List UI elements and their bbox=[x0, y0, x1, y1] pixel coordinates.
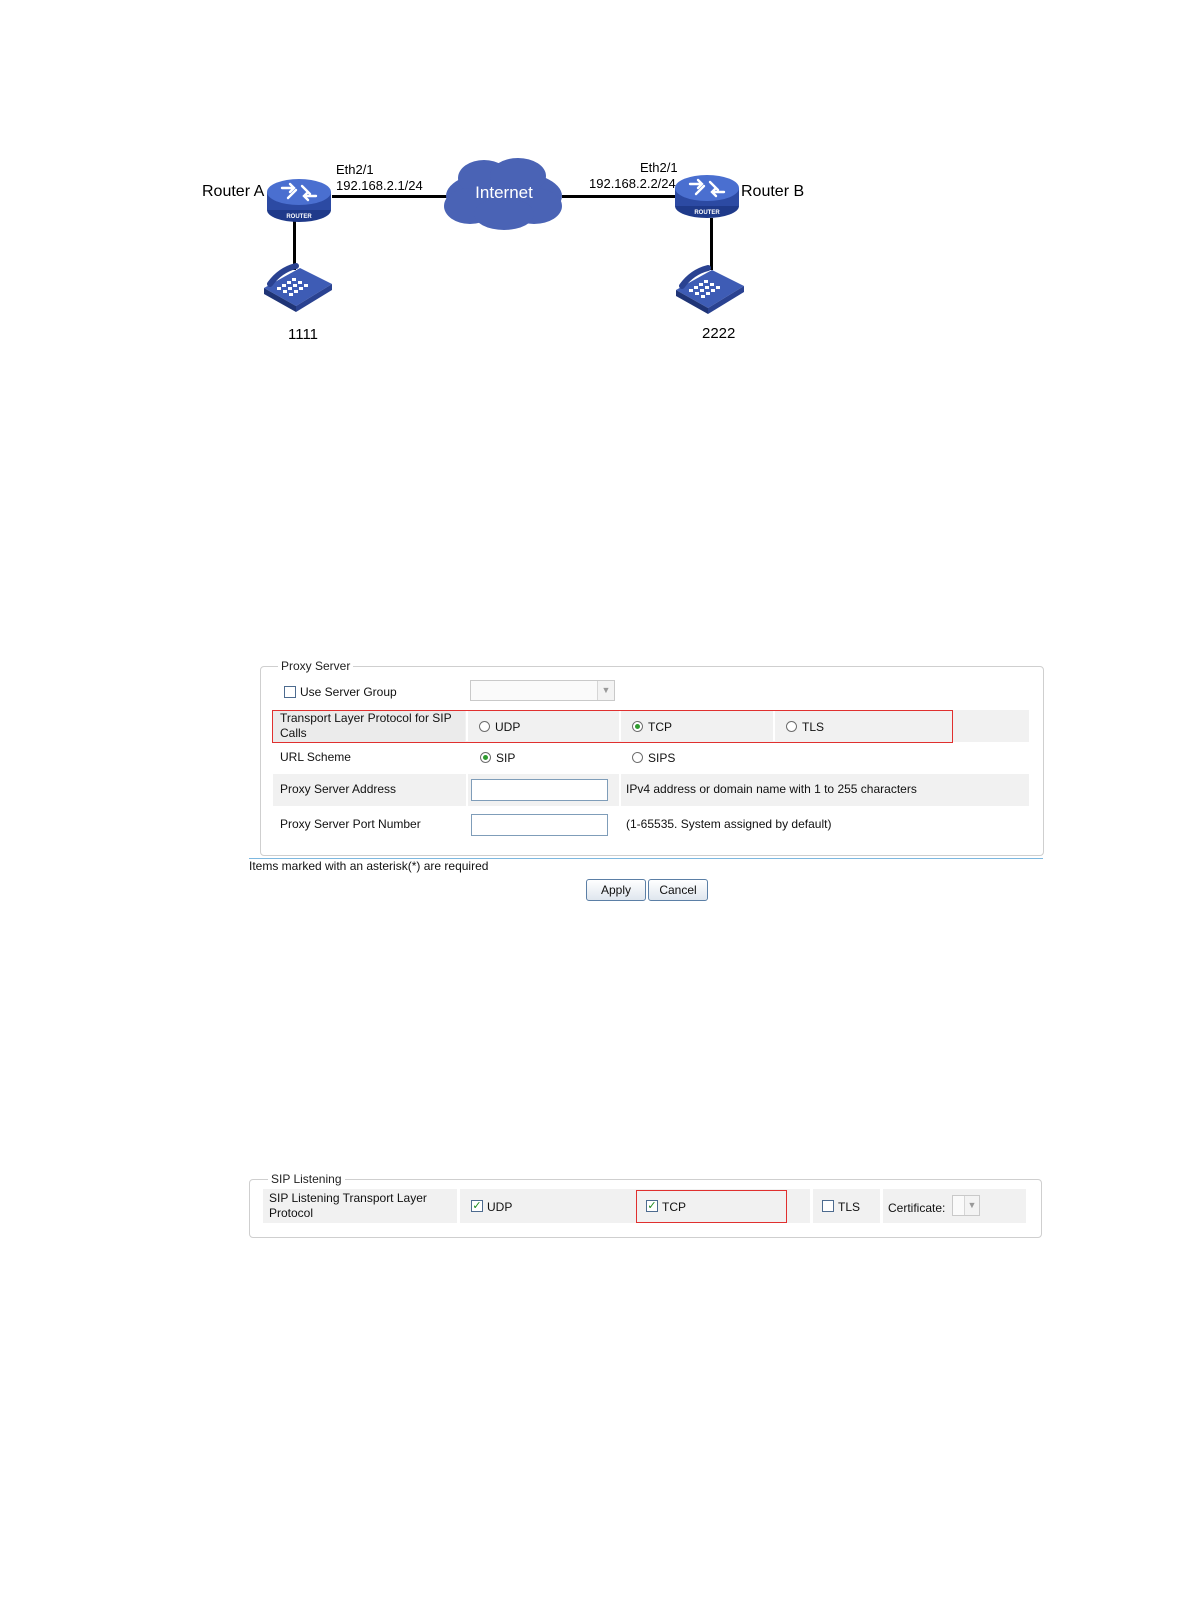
divider bbox=[466, 711, 468, 741]
phone-1111-label: 1111 bbox=[288, 326, 319, 343]
certificate-label: Certificate: bbox=[888, 1201, 946, 1215]
sip-listening-tls-checkbox[interactable] bbox=[822, 1200, 834, 1212]
sip-listening-legend: SIP Listening bbox=[268, 1172, 345, 1186]
divider bbox=[619, 774, 621, 806]
cancel-button[interactable]: Cancel bbox=[648, 879, 708, 901]
transport-tcp-radio[interactable] bbox=[632, 721, 643, 732]
router-b-ip-label: 192.168.2.2/24 bbox=[589, 176, 676, 191]
router-b-label: Router B bbox=[741, 183, 805, 200]
url-scheme-label: URL Scheme bbox=[280, 750, 351, 764]
router-a-badge: ROUTER bbox=[286, 214, 312, 220]
server-group-select[interactable] bbox=[470, 680, 615, 701]
sip-listening-udp-label: UDP bbox=[487, 1200, 513, 1214]
url-scheme-sip-radio[interactable] bbox=[480, 752, 491, 763]
link-router-b-phone bbox=[710, 218, 713, 270]
chevron-down-icon: ▼ bbox=[964, 1196, 979, 1215]
sip-listening-protocol-label: SIP Listening Transport Layer Protocol bbox=[269, 1191, 427, 1220]
url-scheme-sip-label: SIP bbox=[496, 751, 516, 765]
sip-listening-tls-label: TLS bbox=[838, 1200, 861, 1214]
router-a-ip-label: 192.168.2.1/24 bbox=[336, 178, 423, 193]
sip-listening-tcp-highlight-box bbox=[636, 1190, 787, 1223]
transport-tcp-label: TCP bbox=[648, 720, 672, 734]
sip-listening-tcp-label: TCP bbox=[662, 1200, 686, 1214]
phone-1111-icon bbox=[260, 262, 334, 314]
use-server-group-label: Use Server Group bbox=[300, 685, 397, 699]
link-internet-router-b bbox=[562, 195, 680, 198]
sip-listening-udp-checkbox[interactable]: ✓ bbox=[472, 1200, 482, 1212]
divider bbox=[457, 1189, 460, 1223]
divider bbox=[880, 1189, 883, 1223]
link-router-a-internet bbox=[332, 195, 450, 198]
proxy-port-label: Proxy Server Port Number bbox=[280, 817, 421, 831]
transport-tls-radio[interactable] bbox=[786, 721, 797, 732]
internet-label: Internet bbox=[475, 183, 533, 202]
divider bbox=[466, 774, 468, 806]
proxy-server-legend: Proxy Server bbox=[278, 659, 353, 673]
proxy-address-input[interactable] bbox=[471, 779, 608, 801]
proxy-address-hint: IPv4 address or domain name with 1 to 255 characters bbox=[626, 782, 917, 796]
router-b-icon bbox=[674, 172, 740, 220]
chevron-down-icon: ▼ bbox=[597, 681, 614, 700]
required-note: Items marked with an asterisk(*) are required bbox=[249, 859, 489, 873]
transport-tls-label: TLS bbox=[802, 720, 825, 734]
apply-button[interactable]: Apply bbox=[586, 879, 646, 901]
router-a-icon bbox=[266, 176, 332, 224]
phone-2222-icon bbox=[672, 264, 746, 316]
transport-highlight-box bbox=[272, 710, 953, 743]
proxy-address-label: Proxy Server Address bbox=[280, 782, 397, 796]
use-server-group-checkbox[interactable] bbox=[284, 686, 296, 698]
transport-udp-label: UDP bbox=[495, 720, 521, 734]
router-a-label: Router A bbox=[202, 183, 265, 200]
certificate-select[interactable] bbox=[952, 1195, 980, 1216]
proxy-port-hint: (1-65535. System assigned by default) bbox=[626, 817, 832, 831]
transport-udp-radio[interactable] bbox=[479, 721, 490, 732]
router-b-badge: ROUTER bbox=[694, 210, 720, 216]
url-scheme-sips-radio[interactable] bbox=[632, 752, 643, 763]
divider bbox=[619, 711, 621, 741]
url-scheme-sips-label: SIPS bbox=[648, 751, 676, 765]
phone-2222-label: 2222 bbox=[702, 325, 736, 342]
transport-protocol-label: Transport Layer Protocol for SIP Calls bbox=[280, 711, 452, 740]
divider bbox=[810, 1189, 813, 1223]
proxy-port-input[interactable] bbox=[471, 814, 608, 836]
sip-listening-tcp-checkbox[interactable]: ✓ bbox=[647, 1200, 657, 1212]
router-a-interface-label: Eth2/1 bbox=[336, 162, 374, 177]
router-b-interface-label: Eth2/1 bbox=[640, 160, 678, 175]
divider bbox=[773, 711, 775, 741]
